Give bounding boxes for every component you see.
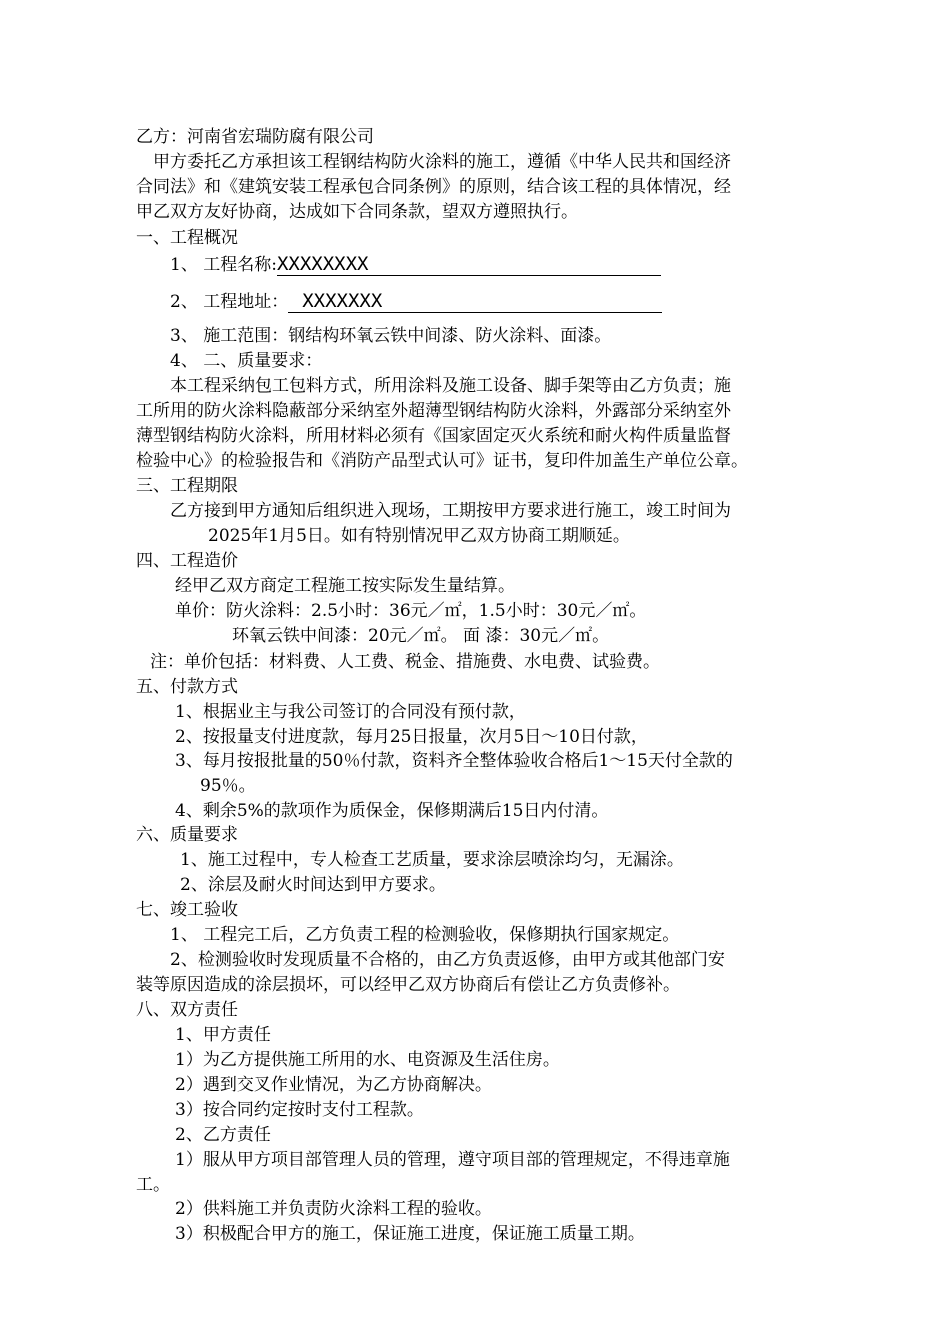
section-8-heading: 八、双方责任	[136, 1000, 238, 1020]
price-line-1: 经甲乙双方商定工程施工按实际发生量结算。	[175, 576, 515, 596]
quality-body-line-4: 检验中心》的检验报告和《消防产品型式认可》证书，复印件加盖生产单位公章。	[136, 451, 748, 471]
quality-line-2: 2、涂层及耐火时间达到甲方要求。	[180, 875, 446, 895]
price-note: 注：单价包括：材料费、人工费、税金、措施费、水电费、试验费。	[150, 652, 660, 672]
project-address-field: XXXXXXX	[288, 290, 662, 313]
party-b-duty-heading: 2、乙方责任	[175, 1125, 271, 1145]
party-b-duty-2: 2）供料施工并负责防火涂料工程的验收。	[175, 1199, 492, 1219]
quality-body-line-3: 薄型钢结构防火涂料，所用材料必须有《国家固定灭火系统和耐火构件质量监督	[136, 426, 731, 446]
quality-body-line-2: 工所用的防火涂料隐蔽部分采纳室外超薄型钢结构防火涂料，外露部分采纳室外	[136, 401, 731, 421]
section-6-heading: 六、质量要求	[136, 825, 238, 845]
acceptance-line-3: 装等原因造成的涂层损坏，可以经甲乙双方协商后有偿让乙方负责修补。	[136, 975, 680, 995]
party-b-duty-1-cont: 工。	[136, 1175, 170, 1195]
party-b-line: 乙方：河南省宏瑞防腐有限公司	[136, 127, 374, 147]
intro-line-3: 甲乙双方友好协商，达成如下合同条款，望双方遵照执行。	[136, 202, 578, 222]
project-address-label: 2、 工程地址：	[170, 292, 289, 312]
payment-line-3: 3、每月按报批量的50％付款，资料齐全整体验收合格后1～15天付全款的	[175, 751, 733, 771]
section-4-heading: 四、工程造价	[136, 551, 238, 571]
price-line-2: 单价：防火涂料：2.5小时：36元／㎡，1.5小时：30元／㎡。	[175, 601, 647, 621]
party-a-duty-heading: 1、甲方责任	[175, 1025, 271, 1045]
party-a-duty-3: 3）按合同约定按时支付工程款。	[175, 1100, 424, 1120]
project-address-row	[170, 290, 662, 315]
acceptance-line-1: 1、 工程完工后，乙方负责工程的检测验收，保修期执行国家规定。	[170, 925, 680, 945]
section-5-heading: 五、付款方式	[136, 677, 238, 697]
project-name-field: XXXXXXXX	[277, 253, 661, 276]
party-a-duty-1: 1）为乙方提供施工所用的水、电资源及生活住房。	[175, 1050, 560, 1070]
payment-line-1: 1、根据业主与我公司签订的合同没有预付款，	[175, 702, 526, 722]
acceptance-line-2: 2、检测验收时发现质量不合格的，由乙方负责返修，由甲方或其他部门安	[170, 950, 725, 970]
period-line-2: 2025年1月5日。如有特别情况甲乙双方协商工期顺延。	[208, 526, 630, 546]
payment-line-5: 4、剩余5%的款项作为质保金，保修期满后15日内付清。	[175, 801, 609, 821]
payment-line-2: 2、按报量支付进度款，每月25日报量，次月5日～10日付款，	[175, 727, 648, 747]
section-3-heading: 三、工程期限	[136, 476, 238, 496]
period-line-1: 乙方接到甲方通知后组织进入现场，工期按甲方要求进行施工，竣工时间为	[170, 501, 731, 521]
party-b-duty-3: 3）积极配合甲方的施工，保证施工进度，保证施工质量工期。	[175, 1224, 645, 1244]
scope-line: 3、 施工范围：钢结构环氧云铁中间漆、防火涂料、面漆。	[170, 326, 612, 346]
quality-line-1: 1、施工过程中，专人检查工艺质量，要求涂层喷涂均匀，无漏涂。	[180, 850, 684, 870]
intro-line-2: 合同法》和《建筑安装工程承包合同条例》的原则，结合该工程的具体情况，经	[136, 177, 731, 197]
project-name-label: 1、 工程名称:	[170, 255, 277, 275]
intro-line-1: 甲方委托乙方承担该工程钢结构防火涂料的施工，遵循《中华人民共和国经济	[153, 152, 731, 172]
project-name-row	[170, 253, 661, 278]
party-a-duty-2: 2）遇到交叉作业情况，为乙方协商解决。	[175, 1075, 492, 1095]
price-line-3: 环氧云铁中间漆：20元／㎡。 面 漆：30元／㎡。	[232, 626, 610, 646]
section-7-heading: 七、竣工验收	[136, 900, 238, 920]
item-4-line: 4、 二、质量要求：	[170, 351, 323, 371]
payment-line-4: 95％。	[200, 776, 256, 796]
party-b-duty-1: 1）服从甲方项目部管理人员的管理，遵守项目部的管理规定，不得违章施	[175, 1150, 730, 1170]
quality-body-line-1: 本工程采纳包工包料方式，所用涂料及施工设备、脚手架等由乙方负责；施	[170, 376, 731, 396]
section-1-heading: 一、工程概况	[136, 228, 238, 248]
